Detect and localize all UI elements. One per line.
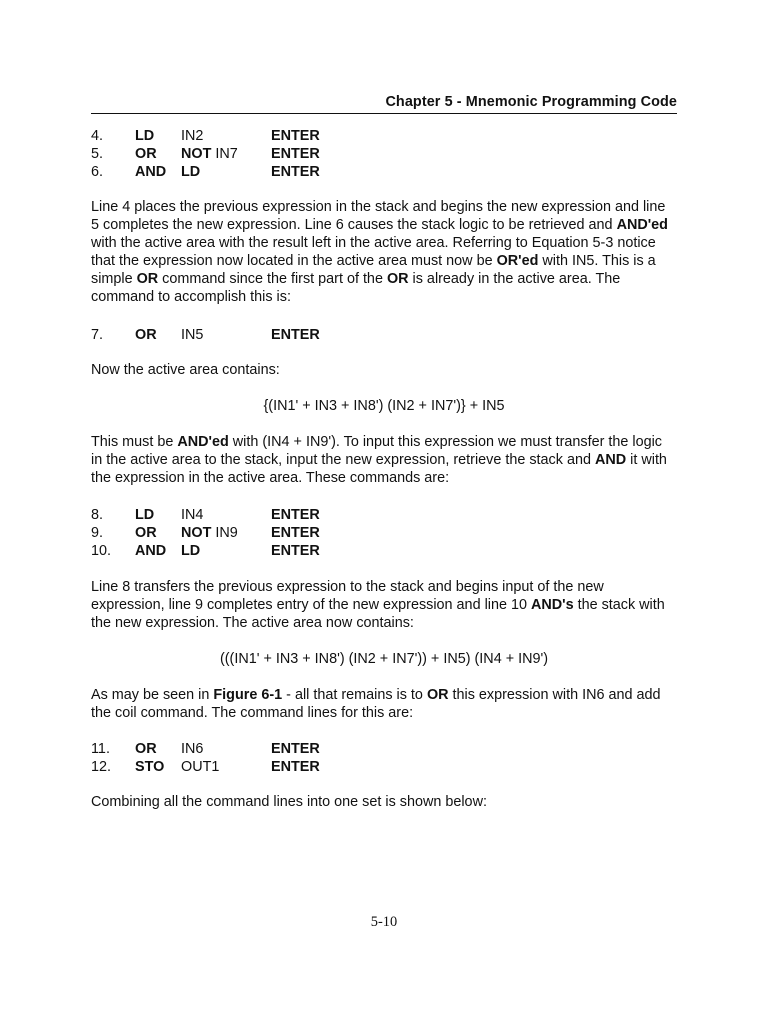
command-arg: [181, 163, 200, 181]
paragraph-6: Combining all the command lines into one set is shown below:: [91, 794, 487, 810]
command-line: [91, 524, 677, 542]
bold-run: OR: [426, 687, 449, 703]
command-arg-keyword: NOT: [181, 146, 212, 162]
command-enter: ENTER: [271, 543, 320, 559]
command-enter: ENTER: [271, 525, 320, 541]
text-run: 5 completes the new expression. Line 6 causes the stack logic to be retrieved and: [91, 217, 617, 233]
equation-2: (((IN1' + IN3 + IN8') (IN2 + IN7')) + IN5) (IN4 + IN9'): [219, 651, 549, 667]
command-line: [91, 145, 677, 163]
text-line: [91, 686, 677, 704]
command-enter: ENTER: [271, 327, 320, 343]
paragraph-4: [91, 578, 677, 632]
command-arg-operand: IN9: [211, 525, 238, 541]
line-number: 9.: [91, 525, 104, 541]
line-number: 6.: [91, 164, 104, 180]
command-arg-operand: IN7: [211, 146, 238, 162]
text-run: As may be seen in: [91, 687, 214, 703]
text-line: the new expression. The active area now contains:: [91, 615, 414, 631]
command-arg: [181, 740, 203, 758]
command-op: LD: [135, 128, 155, 144]
text-line: [91, 252, 677, 270]
text-run: simple: [91, 271, 137, 287]
text-line: [91, 270, 677, 288]
paragraph-1: [91, 198, 677, 306]
command-op: OR: [135, 741, 157, 757]
page-number: 5-10: [370, 914, 398, 930]
command-enter: ENTER: [271, 146, 320, 162]
line-number: 7.: [91, 327, 104, 343]
figure-reference: Figure 6-1: [213, 687, 283, 703]
header-rule: [91, 113, 677, 114]
command-op: OR: [135, 146, 157, 162]
text-run: in the active area to the stack, input the new expression, retrieve the stack and: [91, 452, 595, 468]
bold-run: OR'ed: [496, 253, 539, 269]
command-enter: ENTER: [271, 741, 320, 757]
line-number: 12.: [91, 759, 112, 775]
text-line: the expression in the active area. These commands are:: [91, 470, 450, 486]
bold-run: AND'ed: [177, 434, 229, 450]
command-arg: [181, 127, 203, 145]
bold-run: OR: [136, 271, 159, 287]
command-arg-keyword: NOT: [181, 525, 212, 541]
text-line: [91, 596, 677, 614]
paragraph-5: [91, 686, 677, 722]
command-arg: [181, 542, 200, 560]
text-run: that the expression now located in the active area must now be: [91, 253, 497, 269]
command-line: [91, 127, 677, 145]
command-arg-keyword: LD: [181, 543, 201, 559]
command-arg-operand: IN4: [181, 507, 204, 523]
text-run: is already in the active area. The: [408, 271, 621, 287]
command-block-1: [91, 127, 677, 181]
text-line: Line 8 transfers the previous expression to the stack and begins input of the new: [91, 579, 604, 595]
command-arg-operand: IN6: [181, 741, 204, 757]
command-line: [91, 506, 677, 524]
command-line: [91, 542, 677, 560]
command-arg-operand: IN2: [181, 128, 204, 144]
text-run: This must be: [91, 434, 178, 450]
text-run: the stack with: [573, 597, 665, 613]
line-number: 4.: [91, 128, 104, 144]
command-line: [91, 740, 677, 758]
command-block-2: [91, 326, 677, 344]
command-block-3: [91, 506, 677, 560]
text-run: expression, line 9 completes entry of the new expression and line 10: [91, 597, 531, 613]
command-enter: ENTER: [271, 164, 320, 180]
line-number: 10.: [91, 543, 112, 559]
command-op: AND: [135, 164, 167, 180]
text-line: [91, 216, 677, 234]
line-number: 8.: [91, 507, 104, 523]
text-line: with the active area with the result left in the active area. Referring to Equation 5-3 notice: [91, 235, 656, 251]
paragraph-3: [91, 433, 677, 487]
command-arg: [181, 506, 203, 524]
bold-run: OR: [386, 271, 409, 287]
command-enter: ENTER: [271, 128, 320, 144]
command-op: LD: [135, 507, 155, 523]
text-line: the coil command. The command lines for this are:: [91, 705, 414, 721]
command-line: [91, 758, 677, 776]
command-op: OR: [135, 525, 157, 541]
command-enter: ENTER: [271, 759, 320, 775]
text-run: it with: [626, 452, 667, 468]
command-line: [91, 326, 677, 344]
line-number: 5.: [91, 146, 104, 162]
command-arg-operand: OUT1: [181, 759, 220, 775]
command-arg-operand: IN5: [181, 327, 204, 343]
command-line: [91, 163, 677, 181]
command-arg: [181, 145, 238, 163]
command-op: OR: [135, 327, 157, 343]
paragraph-2: Now the active area contains:: [91, 362, 280, 378]
text-line: [91, 433, 677, 451]
document-page: [91, 0, 677, 1024]
text-run: - all that remains is to: [282, 687, 427, 703]
text-run: command since the first part of the: [158, 271, 387, 287]
command-op: AND: [135, 543, 167, 559]
command-arg-keyword: LD: [181, 164, 201, 180]
command-op: STO: [135, 759, 165, 775]
line-number: 11.: [91, 741, 110, 757]
command-arg: [181, 326, 203, 344]
text-run: with IN5. This is a: [538, 253, 656, 269]
command-arg: [181, 524, 238, 542]
text-line: Line 4 places the previous expression in the stack and begins the new expression and line: [91, 199, 666, 215]
text-line: [91, 451, 677, 469]
text-line: command to accomplish this is:: [91, 289, 291, 305]
command-enter: ENTER: [271, 507, 320, 523]
bold-run: AND'ed: [616, 217, 668, 233]
chapter-header: Chapter 5 - Mnemonic Programming Code: [385, 94, 677, 110]
bold-run: AND's: [530, 597, 574, 613]
command-arg: [181, 758, 219, 776]
equation-1: {(IN1' + IN3 + IN8') (IN2 + IN7')} + IN5: [263, 398, 505, 414]
text-run: this expression with IN6 and add: [448, 687, 661, 703]
bold-run: AND: [594, 452, 627, 468]
command-block-4: [91, 740, 677, 776]
text-run: with (IN4 + IN9'). To input this expression we must transfer the logic: [228, 434, 662, 450]
